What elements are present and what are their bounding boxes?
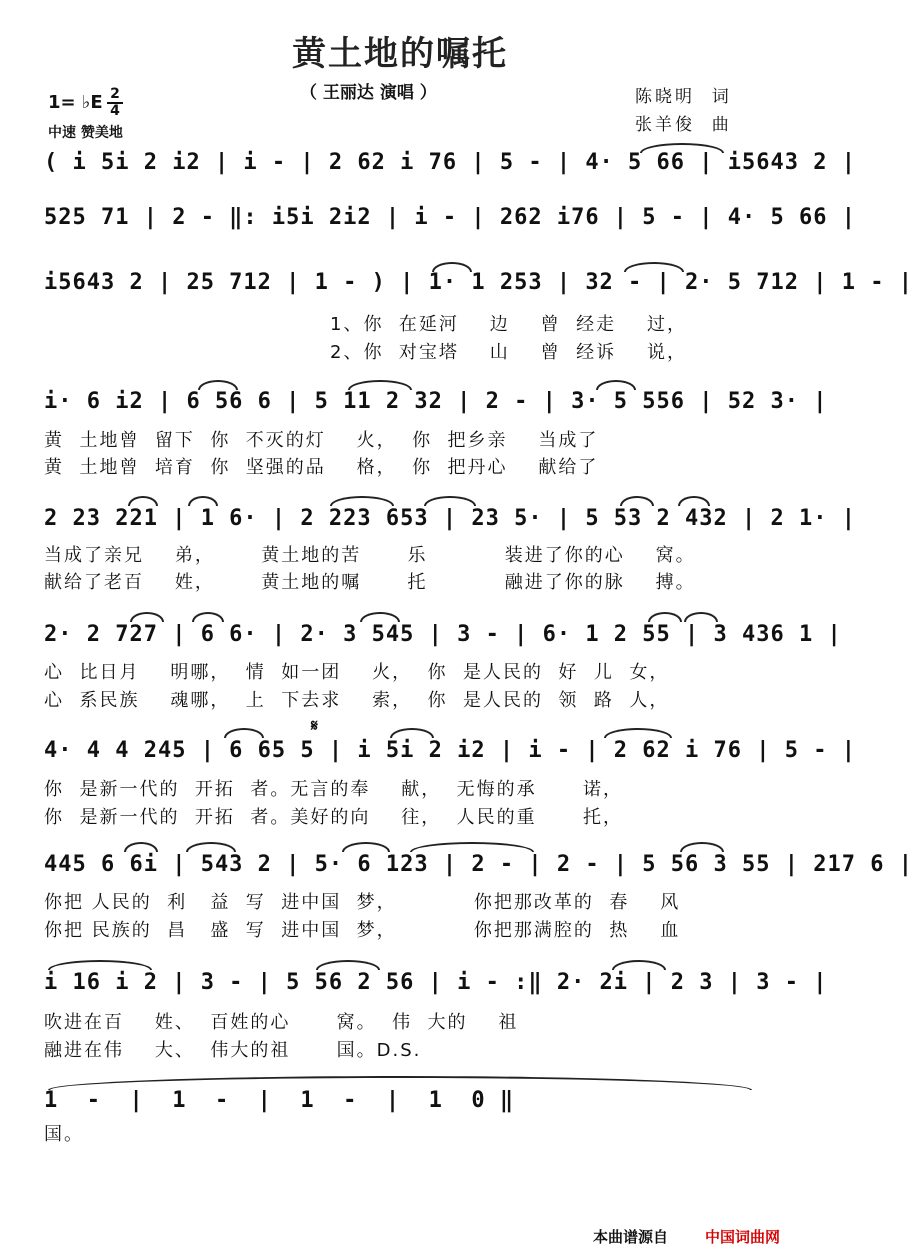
lyric-verse-1: 吹进在百 姓、 百姓的心 窝。 伟 大的 祖 [44, 1012, 519, 1033]
slur [684, 612, 718, 622]
slur [596, 380, 636, 390]
slur [604, 728, 672, 738]
song-title: 黄土地的嘱托 [292, 34, 508, 74]
singer-credit: （ 王丽达 演唱 ） [300, 83, 437, 103]
slur [192, 612, 224, 622]
time-signature-bottom: 4 [110, 103, 120, 119]
slur [48, 960, 152, 970]
composer-credit: 张羊俊 曲 [635, 115, 732, 135]
slur [128, 496, 158, 506]
lyric-verse-1: 黄 土地曾 留下 你 不灭的灯 火， 你 把乡亲 当成了 [44, 430, 599, 451]
slur [342, 842, 390, 852]
slur [186, 842, 236, 852]
notation-row-8: 445 6 6i | 543 2 | 5· 6 123 | 2 - | 2 - | 5 56 3 55 | 217 6 | [44, 852, 913, 877]
footer-source-label: 本曲谱源自 [593, 1228, 669, 1246]
slur [188, 496, 218, 506]
slur [316, 960, 380, 970]
lyric-verse-1: 心 比日月 明哪， 情 如一团 火， 你 是人民的 好 儿 女， [44, 662, 670, 683]
slur [360, 612, 400, 622]
slur [224, 728, 264, 738]
slur [648, 612, 682, 622]
notation-row-1: ( i 5i 2 i2 | i - | 2 62 i 76 | 5 - | 4· 5 66 | i5643 2 | [44, 150, 856, 175]
slur [612, 960, 666, 970]
slur [624, 262, 684, 272]
lyric-verse-1: 1、你 在延河 边 曾 经走 过， [330, 314, 687, 335]
slur [124, 842, 158, 852]
lyric-verse-1: 当成了亲兄 弟， 黄土地的苦 乐 装进了你的心 窝。 [44, 545, 696, 566]
lyric-verse-2: 你把 民族的 昌 盛 写 进中国 梦， 你把那满腔的 热 血 [44, 920, 681, 941]
notation-row-6: 2· 2 727 | 6 6· | 2· 3 545 | 3 - | 6· 1 2 55 | 3 436 1 | [44, 622, 842, 647]
notation-row-7: 4· 4 4 245 | 6 65 5 | i 5i 2 i2 | i - | 2 62 i 76 | 5 - | [44, 738, 856, 763]
slur [424, 496, 476, 506]
lyric-verse-2: 献给了老百 姓， 黄土地的嘱 托 融进了你的脉 搏。 [44, 572, 696, 593]
lyric-verse-1: 你 是新一代的 开拓 者。无言的奉 献， 无悔的承 诺， [44, 779, 623, 800]
notation-row-3: i5643 2 | 25 712 | 1 - ) | 1· 1 253 | 32 - | 2· 5 712 | 1 - | [44, 270, 913, 295]
segno-sign: 𝄋 [311, 716, 318, 735]
tempo-marking: 中速 赞美地 [48, 125, 123, 141]
slur [640, 143, 724, 153]
notation-row-4: i· 6 i2 | 6 56 6 | 5 11 2 32 | 2 - | 3· 5 556 | 52 3· | [44, 389, 828, 414]
lyric-verse-2: 2、你 对宝塔 山 曾 经诉 说， [330, 342, 687, 363]
slur [432, 262, 472, 272]
lyric-verse-2: 黄 土地曾 培育 你 坚强的品 格， 你 把丹心 献给了 [44, 457, 599, 478]
slur [390, 728, 434, 738]
slur [678, 496, 710, 506]
lyric-verse-2: 你 是新一代的 开拓 者。美好的向 往， 人民的重 托， [44, 807, 623, 828]
slur [680, 842, 724, 852]
lyricist-credit: 陈晓明 词 [635, 87, 732, 107]
lyric-verse-2: 融进在伟 大、 伟大的祖 国。D.S. [44, 1040, 422, 1061]
slur [330, 496, 394, 506]
slur [198, 380, 238, 390]
key-signature: 1= ♭E [48, 92, 103, 113]
slur [130, 612, 164, 622]
footer-site-name[interactable]: 中国词曲网 [705, 1228, 781, 1246]
notation-row-9: i 16 i 2 | 3 - | 5 56 2 56 | i - :‖ 2· 2i | 2 3 | 3 - | [44, 970, 828, 995]
slur [410, 842, 534, 852]
notation-row-5: 2 23 221 | 1 6· | 2 223 653 | 23 5· | 5 53 2 432 | 2 1· | [44, 506, 856, 531]
notation-row-2: 525 71 | 2 - ‖: i5i 2i2 | i - | 262 i76 | 5 - | 4· 5 66 | [44, 205, 856, 230]
lyric-verse-1: 国。 [44, 1124, 84, 1145]
lyric-verse-1: 你把 人民的 利 益 写 进中国 梦， 你把那改革的 春 风 [44, 892, 681, 913]
slur [348, 380, 412, 390]
notation-row-10: 1 - | 1 - | 1 - | 1 0 ‖ [44, 1088, 515, 1113]
time-signature-top: 2 [110, 86, 120, 102]
slur [620, 496, 654, 506]
lyric-verse-2: 心 系民族 魂哪， 上 下去求 索， 你 是人民的 领 路 人， [44, 690, 670, 711]
